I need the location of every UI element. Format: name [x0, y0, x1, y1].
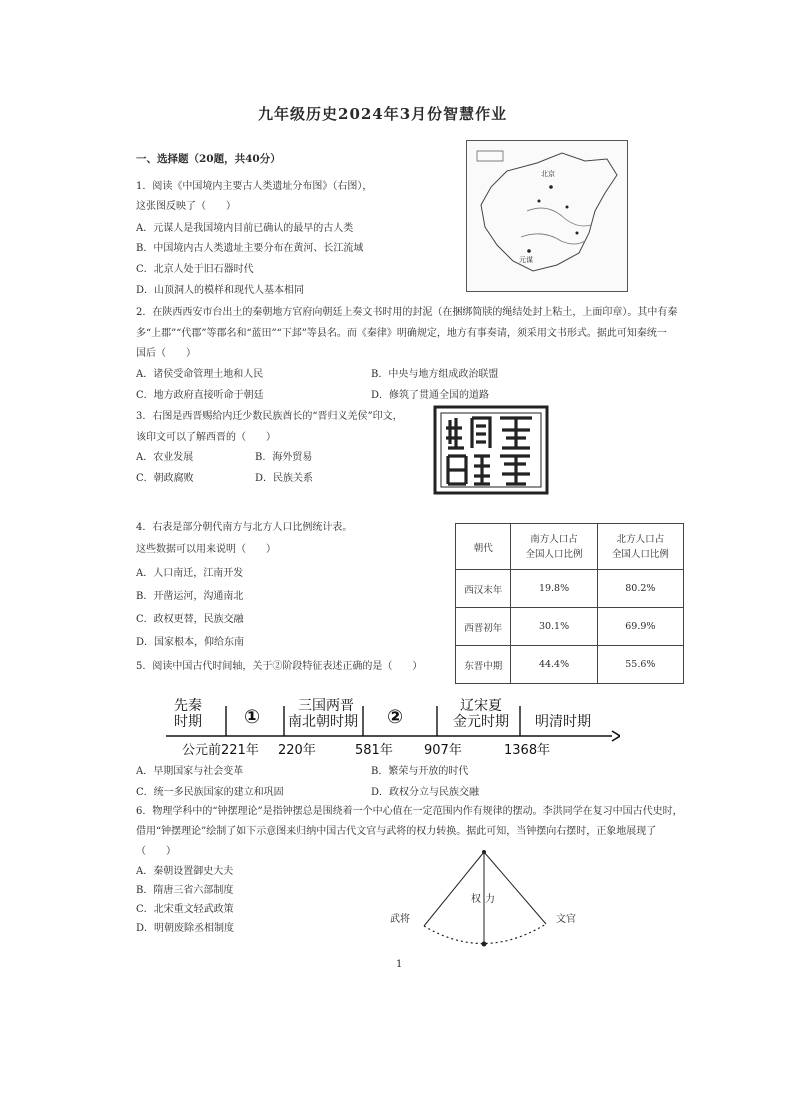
q6-option-d: D．明朝废除丞相制度	[136, 923, 235, 934]
section-heading: 一、选择题（20题，共40分）	[136, 153, 281, 165]
table-row	[456, 570, 684, 608]
table-row	[456, 646, 684, 684]
table-header-north-2: 全国人口比例	[611, 548, 669, 560]
timeline-period-4: 明清时期	[535, 714, 591, 730]
q2-line-2: 多“上郡”“代郡”等郡名和“蓝田”“下邽”等县名。而《秦律》明确规定，地方有事奏请，须采用文书形式。据此可知秦统一	[136, 328, 667, 339]
table-header-north	[597, 524, 683, 570]
q6-line-2: 借用“钟摆理论”绘制了如下示意图来归纳中国古代文官与武将的权力转换。据此可知，当钟摆向右摆时，正象地展现了	[136, 826, 657, 837]
q3-option-c: C．朝政腐败	[136, 473, 194, 484]
timeline-year-3: 581年	[355, 743, 393, 758]
timeline-year-2: 220年	[278, 743, 316, 758]
table-cell-south: 19.8%	[511, 570, 597, 608]
timeline	[160, 696, 620, 758]
q4-line-2: 这些数据可以用来说明（ ）	[136, 544, 276, 555]
page-title: 九年级历史2024年3月份智慧作业	[258, 105, 508, 123]
pendulum-diagram	[380, 848, 600, 953]
table-header-south-1: 南方人口占	[530, 533, 578, 545]
q4-option-b: B．开凿运河，沟通南北	[136, 591, 244, 602]
q4-line-1: 4．右表是部分朝代南方与北方人口比例统计表。	[136, 522, 353, 533]
table-cell-south: 44.4%	[511, 646, 597, 684]
map-label-beijing: 北京	[541, 170, 555, 178]
q1-option-b: B．中国境内古人类遗址主要分布在黄河、长江流域	[136, 243, 364, 254]
q6-option-b: B．隋唐三省六部制度	[136, 885, 234, 896]
q1-option-a: A．元谋人是我国境内目前已确认的最早的古人类	[136, 223, 354, 234]
pendulum-right-label: 文官	[556, 914, 576, 925]
q6-option-a: A．秦朝设置御史大夫	[136, 866, 234, 877]
table-cell-era: 西晋初年	[456, 608, 511, 646]
timeline-period-2b: 南北朝时期	[288, 714, 358, 730]
table-cell-north: 80.2%	[597, 570, 683, 608]
table-cell-south: 30.1%	[511, 608, 597, 646]
table-header-south-2: 全国人口比例	[525, 548, 583, 560]
page-number: 1	[396, 959, 403, 970]
timeline-year-1: 公元前221年	[182, 743, 259, 758]
q4-option-d: D．国家根本，仰给东南	[136, 637, 245, 648]
timeline-year-5: 1368年	[504, 743, 551, 758]
table-header-row	[456, 524, 684, 570]
q1-stem-2: 这张图反映了（ ）	[136, 201, 236, 212]
ancient-sites-map	[466, 140, 628, 292]
table-header-era: 朝代	[456, 524, 511, 570]
q4-option-c: C．政权更替，民族交融	[136, 614, 244, 625]
q2-option-d: D．修筑了贯通全国的道路	[371, 390, 490, 401]
table-cell-north: 55.6%	[597, 646, 683, 684]
q2-line-3: 国后（ ）	[136, 348, 196, 359]
q5-option-a: A．早期国家与社会变革	[136, 766, 244, 777]
timeline-year-4: 907年	[424, 743, 462, 758]
q2-option-c: C．地方政府直接听命于朝廷	[136, 390, 264, 401]
q3-option-b: B．海外贸易	[255, 452, 313, 463]
table-row	[456, 608, 684, 646]
q4-option-a: A．人口南迁，江南开发	[136, 568, 244, 579]
table-cell-era: 西汉末年	[456, 570, 511, 608]
timeline-marker-2: ②	[387, 706, 404, 728]
q1-option-d: D．山顶洞人的模样和现代人基本相同	[136, 285, 305, 296]
pendulum-left-label: 武将	[390, 914, 410, 925]
timeline-period-1a: 先秦	[174, 698, 202, 714]
table-header-north-1: 北方人口占	[616, 533, 665, 545]
q5-stem: 5．阅读中国古代时间轴，关于②阶段特征表述正确的是（ ）	[136, 661, 423, 672]
table-cell-era: 东晋中期	[456, 646, 511, 684]
q3-option-a: A．农业发展	[136, 452, 194, 463]
q2-line-1: 2．在陕西西安市台出土的秦朝地方官府向朝廷上奏文书时用的封泥（在捆绑简牍的绳结处封上粘土，上面印章）。其中有秦	[136, 307, 678, 318]
china-map-icon	[467, 141, 627, 291]
q5-option-b: B．繁荣与开放的时代	[371, 766, 469, 777]
table-cell-north: 69.9%	[597, 608, 683, 646]
seal-image	[432, 404, 550, 496]
seal-stamp-icon	[432, 404, 550, 496]
q5-option-d: D．政权分立与民族交融	[371, 787, 480, 798]
timeline-period-3a: 辽宋夏	[460, 698, 502, 714]
map-label-yuanmou: 元谋	[519, 256, 533, 264]
q1-option-c: C．北京人处于旧石器时代	[136, 264, 254, 275]
q2-option-b: B．中央与地方组成政治联盟	[371, 369, 499, 380]
timeline-period-3b: 金元时期	[453, 714, 509, 730]
timeline-period-1b: 时期	[174, 714, 202, 730]
timeline-marker-1: ①	[244, 706, 261, 728]
q2-option-a: A．诸侯受命管理土地和人民	[136, 369, 264, 380]
q3-option-d: D．民族关系	[255, 473, 314, 484]
q6-line-3: （ ）	[136, 846, 176, 857]
q3-line-1: 3．右图是西晋赐给内迁少数民族酋长的“晋归义羌侯”印文，	[136, 411, 403, 422]
table-header-south	[511, 524, 597, 570]
population-table	[455, 523, 684, 684]
pendulum-center-label: 权力	[471, 894, 499, 905]
q1-stem: 1．阅读《中国境内主要古人类遗址分布图》（右图），	[136, 181, 373, 192]
q6-option-c: C．北宋重文轻武政策	[136, 904, 234, 915]
q5-option-c: C．统一多民族国家的建立和巩固	[136, 787, 284, 798]
timeline-period-2a: 三国两晋	[298, 698, 354, 714]
q3-line-2: 该印文可以了解西晋的（ ）	[136, 432, 276, 443]
q6-line-1: 6．物理学科中的“钟摆理论”是指钟摆总是围绕着一个中心值在一定范围内作有规律的摆动。李洪同学在复习中国古代史时，	[136, 806, 683, 817]
